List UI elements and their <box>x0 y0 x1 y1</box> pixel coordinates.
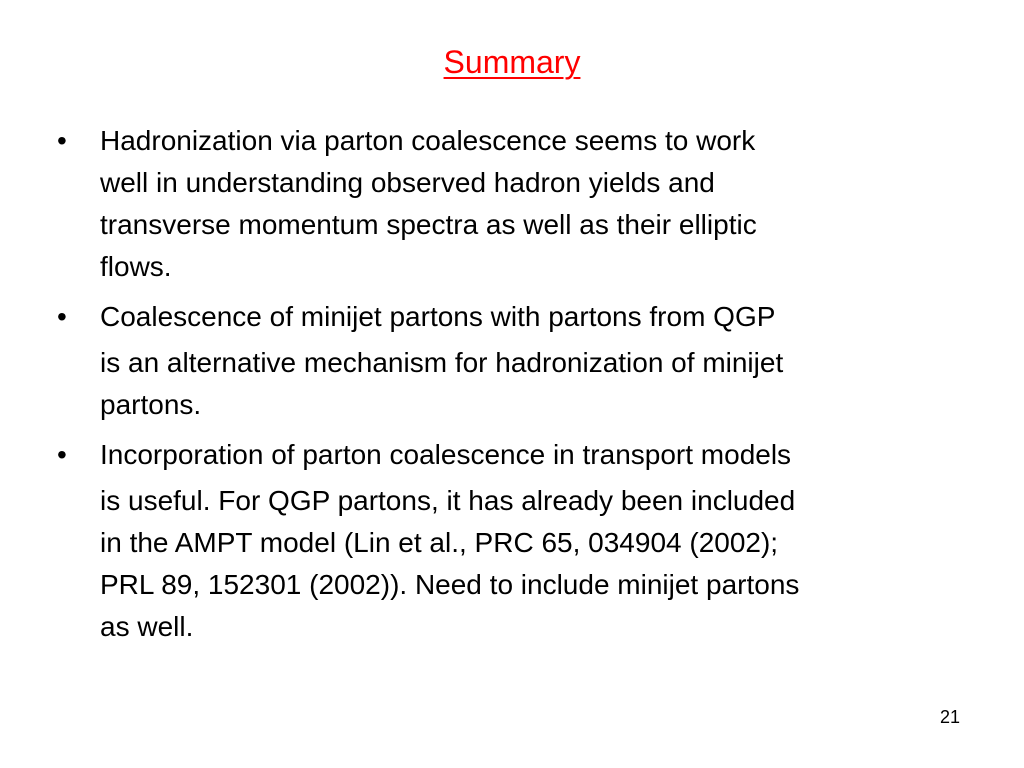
bullet-item-transport-models <box>57 434 987 648</box>
bullet-item-minijet-coalescence <box>57 296 987 426</box>
bullet-list <box>57 120 987 656</box>
bullet-item-hadronization <box>57 120 987 288</box>
bullet-text-line: PRL 89, 152301 (2002)). Need to include minijet partons <box>100 569 800 600</box>
slide-title: Summary <box>443 44 581 80</box>
bullet-text-line: partons. <box>100 389 202 420</box>
page-number: 21 <box>939 707 960 727</box>
bullet-text-line: Coalescence of minijet partons with partons from QGP <box>100 301 776 332</box>
bullet-dot-icon: • <box>57 301 67 332</box>
bullet-text-line: well in understanding observed hadron yields and <box>100 167 715 198</box>
bullet-text-line: Incorporation of parton coalescence in transport models <box>100 439 792 470</box>
bullet-text-line: in the AMPT model (Lin et al., PRC 65, 034904 (2002); <box>100 527 779 558</box>
bullet-text-line: is an alternative mechanism for hadronization of minijet <box>100 347 784 378</box>
bullet-text-line: Hadronization via parton coalescence seems to work <box>100 125 756 156</box>
bullet-text-line: transverse momentum spectra as well as their elliptic <box>100 209 757 240</box>
bullet-text-line: is useful. For QGP partons, it has already been included <box>100 485 796 516</box>
bullet-dot-icon: • <box>57 439 67 470</box>
bullet-text-line: as well. <box>100 611 194 642</box>
bullet-text-line: flows. <box>100 251 172 282</box>
bullet-dot-icon: • <box>57 125 67 156</box>
